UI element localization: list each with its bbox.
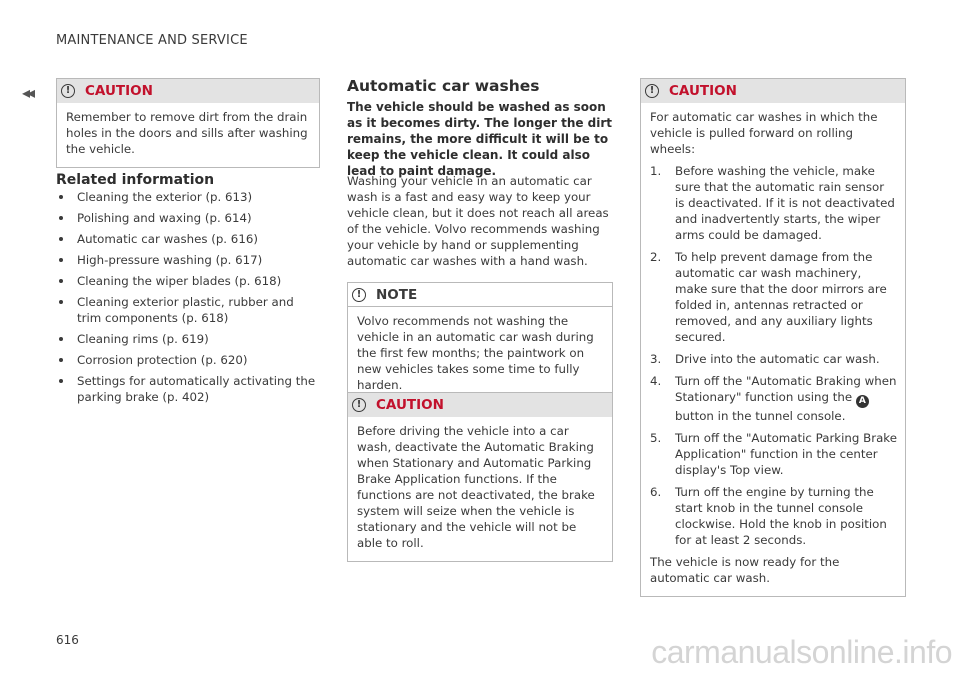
note-text: Volvo recommends not washing the vehicle in an automatic car wash during the first few months; the paintwork on new vehicles takes some time to fully harden. xyxy=(357,314,594,392)
note-header xyxy=(348,283,612,307)
related-link[interactable]: Polishing and waxing (p. 614) xyxy=(56,210,320,226)
step-text: Before washing the vehicle, make sure that the automatic rain sensor is deactivated. If it is not deactivated and inadvertently starts, the wiper arms could be damaged. xyxy=(675,164,895,242)
article-paragraph: Washing your vehicle in an automatic car wash is a fast and easy way to keep your vehicle clean, but it does not reach all areas of the vehicle. Volvo recommends washing your vehicle by hand or supplementing automatic car washes with a hand wash. xyxy=(347,174,609,268)
step-item xyxy=(650,351,897,367)
related-link[interactable]: Cleaning the wiper blades (p. 618) xyxy=(56,273,320,289)
caution-header xyxy=(641,79,905,103)
related-title: Related information xyxy=(56,172,215,188)
step-text: Turn off the "Automatic Braking when Stationary" function using the xyxy=(675,374,897,404)
related-link[interactable]: Cleaning the exterior (p. 613) xyxy=(56,189,320,205)
step-text: button in the tunnel console. xyxy=(675,408,846,423)
caution-title: CAUTION xyxy=(669,83,737,99)
related-information xyxy=(56,172,320,410)
auto-hold-button-icon: A xyxy=(856,395,869,408)
caution-icon: ! xyxy=(645,84,659,98)
step-number: 6. xyxy=(650,484,662,499)
related-link[interactable]: Cleaning exterior plastic, rubber and trim components (p. 618) xyxy=(56,294,320,326)
caution-title: CAUTION xyxy=(85,83,153,99)
caution-text: Remember to remove dirt from the drain holes in the doors and sills after washing the vehicle. xyxy=(66,110,308,156)
step-text: Turn off the engine by turning the start knob in the tunnel console clockwise. Hold the knob in position for at least 2 seconds. xyxy=(675,484,887,547)
caution-icon: ! xyxy=(352,398,366,412)
page-number: 616 xyxy=(56,633,79,647)
related-link[interactable]: Settings for automatically activating the parking brake (p. 402) xyxy=(56,373,320,405)
related-link[interactable]: Cleaning rims (p. 619) xyxy=(56,331,320,347)
step-text: Drive into the automatic car wash. xyxy=(675,352,880,366)
step-number: 4. xyxy=(650,374,662,388)
step-item xyxy=(650,373,897,424)
step-item xyxy=(650,249,897,345)
step-number: 3. xyxy=(650,352,662,366)
watermark: carmanualsonline.info xyxy=(651,634,952,670)
note-icon: ! xyxy=(352,288,366,302)
step-text: To help prevent damage from the automatic car wash machinery, make sure that the door mirrors are folded in, antennas retracted or removed, and any auxiliary lights secured. xyxy=(675,250,887,344)
caution-box xyxy=(56,78,320,168)
related-link[interactable]: Corrosion protection (p. 620) xyxy=(56,352,320,368)
step-number: 1. xyxy=(650,164,662,178)
step-item xyxy=(650,484,897,548)
caution-body xyxy=(641,103,905,596)
steps-list xyxy=(650,163,897,548)
caution-icon: ! xyxy=(61,84,75,98)
step-item xyxy=(650,163,897,243)
related-link[interactable]: Automatic car washes (p. 616) xyxy=(56,231,320,247)
caution-outro: The vehicle is now ready for the automatic car wash. xyxy=(650,554,840,585)
caution-box xyxy=(347,392,613,562)
step-text: Turn off the "Automatic Parking Brake Application" function in the center display's Top view. xyxy=(675,430,897,477)
step-item xyxy=(650,430,897,478)
caution-title: CAUTION xyxy=(376,397,444,413)
note-box xyxy=(347,282,613,404)
step-number: 2. xyxy=(650,250,662,264)
caution-text: Before driving the vehicle into a car wash, deactivate the Automatic Braking when Stationary and Automatic Parking Brake Application functions. If the functions are not deactivated, the brake system will seize when the vehicle is stationary and the vehicle will not be able to roll. xyxy=(357,424,595,550)
article-intro xyxy=(347,77,613,179)
step-number: 5. xyxy=(650,430,662,445)
caution-box xyxy=(640,78,906,597)
related-link[interactable]: High-pressure washing (p. 617) xyxy=(56,252,320,268)
running-header: MAINTENANCE AND SERVICE xyxy=(56,33,248,48)
related-list xyxy=(56,189,320,405)
article-title: Automatic car washes xyxy=(347,77,540,95)
back-arrows-icon[interactable]: ◂◂ xyxy=(22,83,33,102)
caution-intro: For automatic car washes in which the vehicle is pulled forward on rolling wheels: xyxy=(650,110,878,156)
caution-header xyxy=(57,79,319,103)
note-title: NOTE xyxy=(376,286,418,303)
caution-header xyxy=(348,393,612,417)
article-lead: The vehicle should be washed as soon as it becomes dirty. The longer the dirt remains, the more difficult it will be to keep the vehicle clean. It could also lead to paint damage. xyxy=(347,100,613,178)
